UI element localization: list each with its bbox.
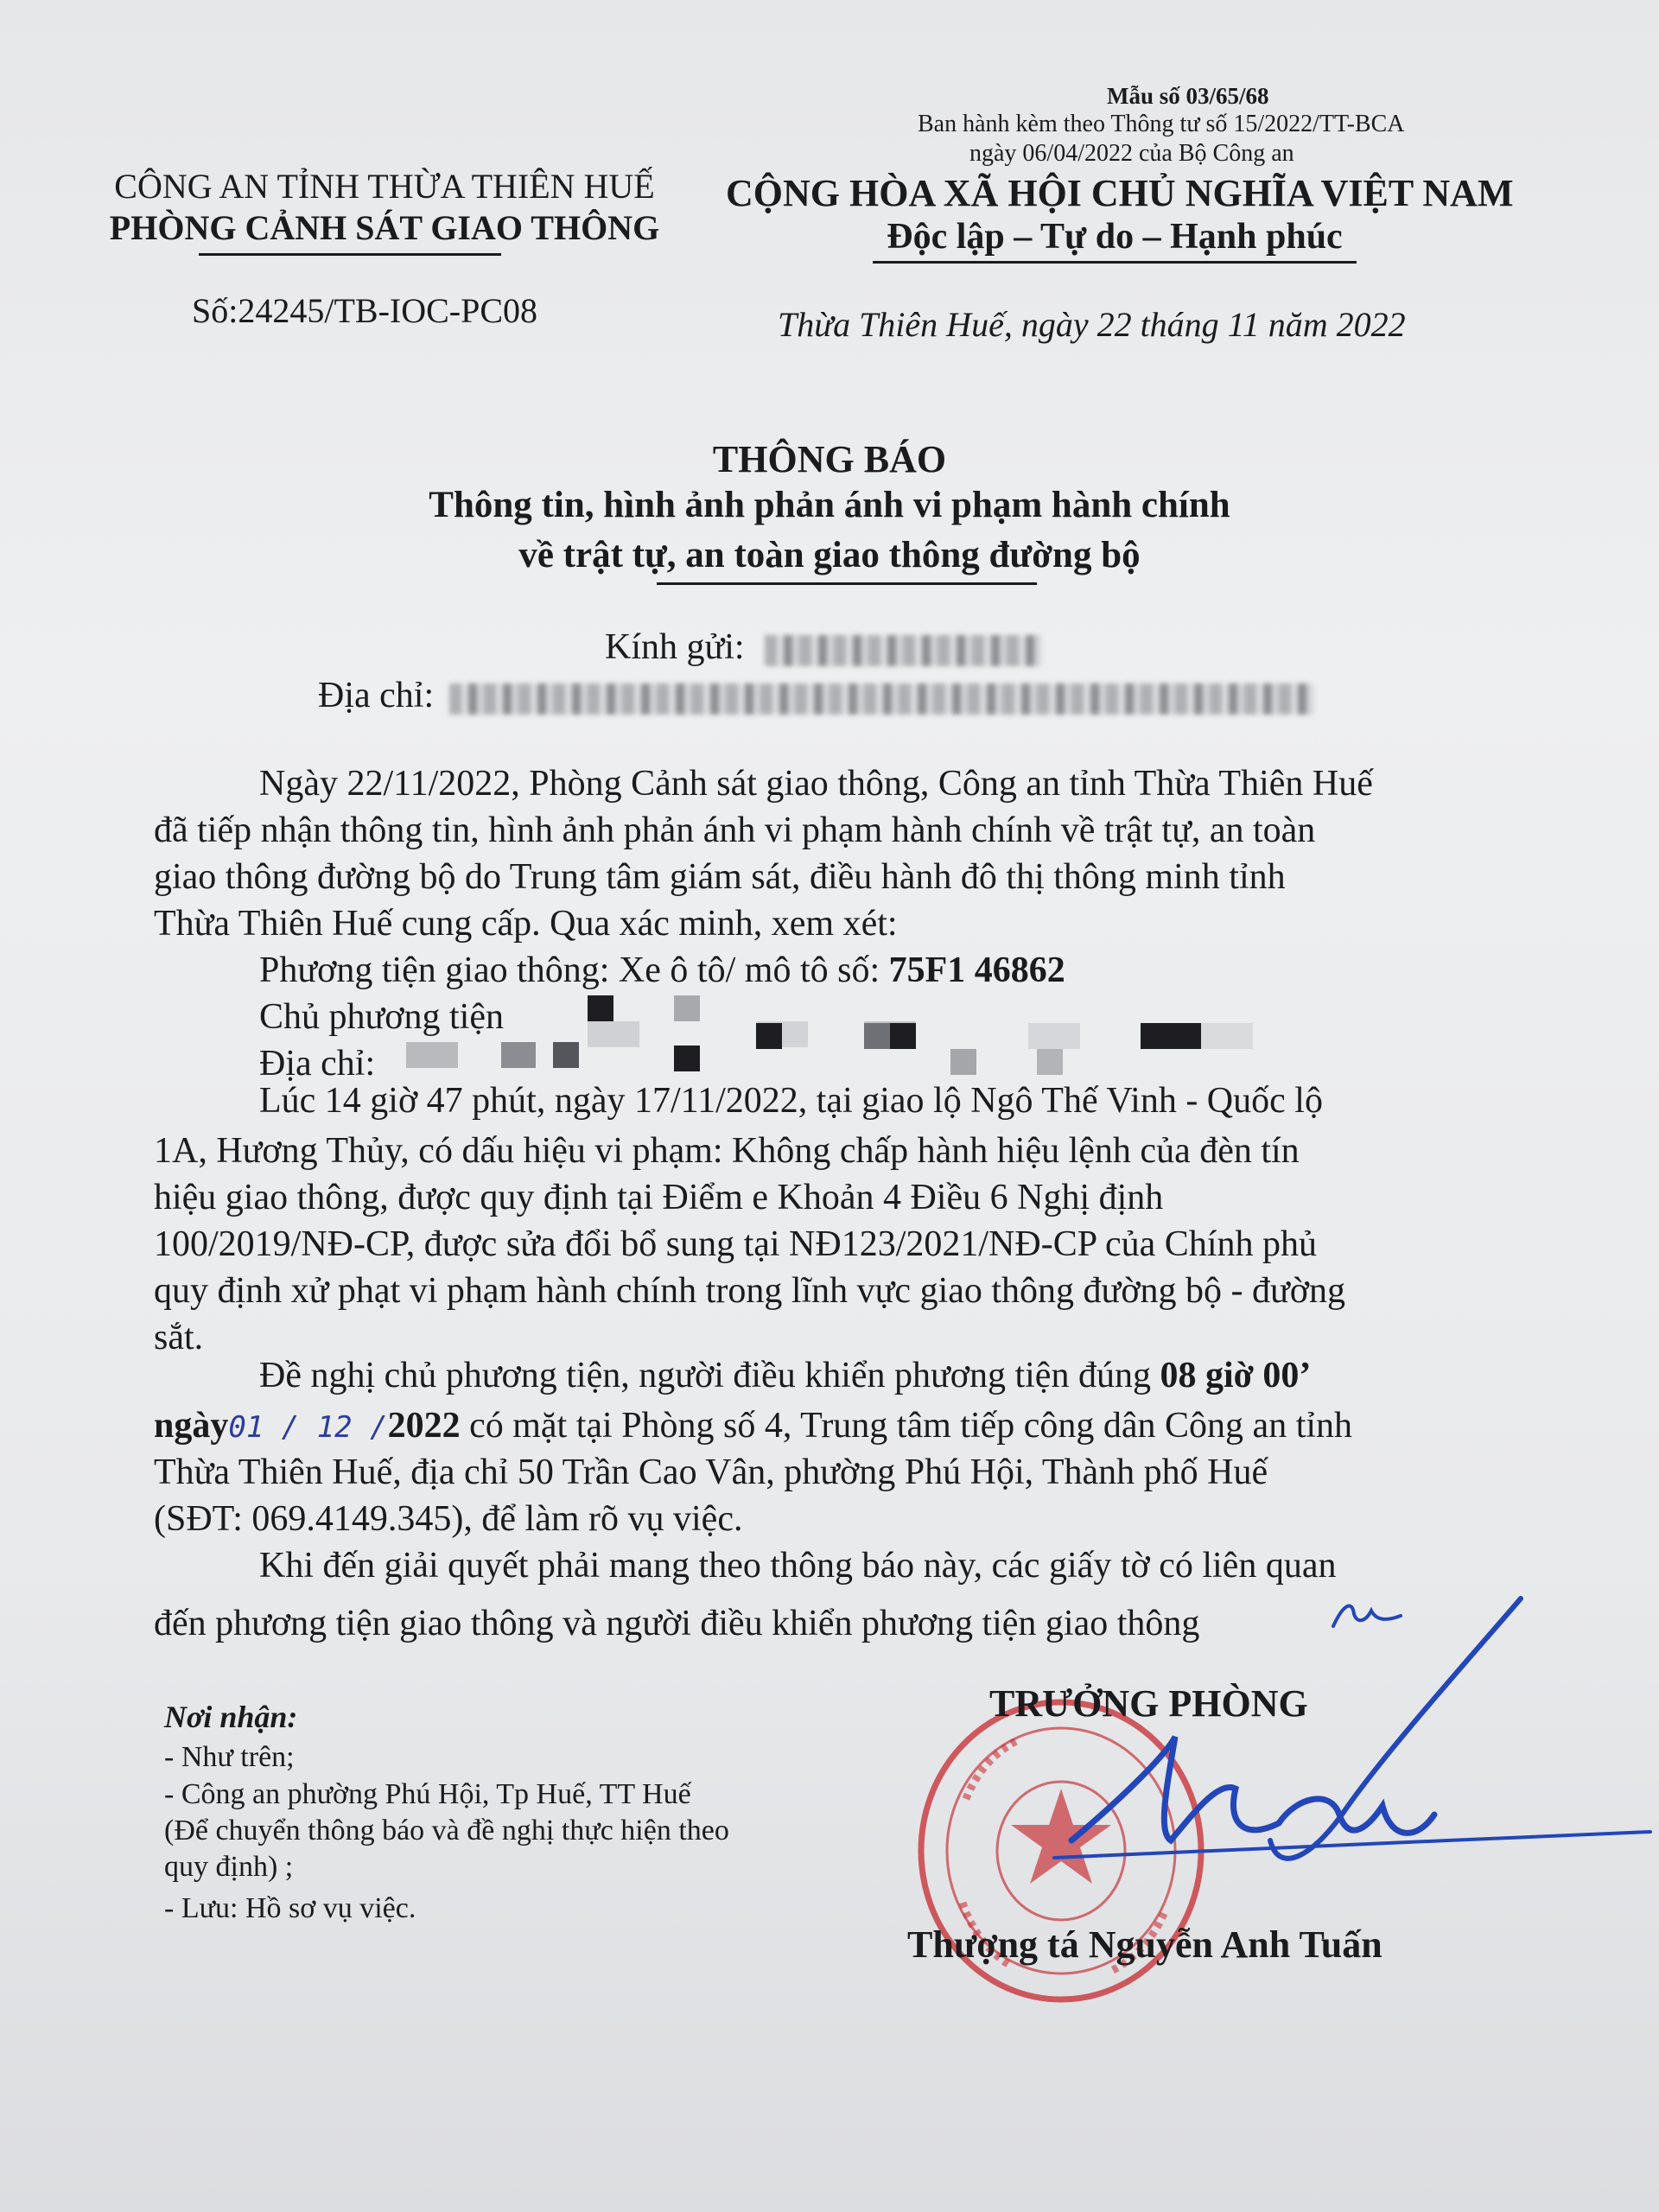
signer-name: Thượng tá Nguyễn Anh Tuấn	[907, 1923, 1382, 1966]
recipients-title: Nơi nhận:	[164, 1700, 298, 1734]
body-p1-line1: Ngày 22/11/2022, Phòng Cảnh sát giao thông, Công an tỉnh Thừa Thiên Huế	[259, 764, 1373, 804]
form-issued-line1: Ban hành kèm theo Thông tư số 15/2022/TT-BCA	[918, 111, 1405, 137]
body-p3-line2	[154, 1402, 1479, 1451]
appointment-time: 08 giờ 00’	[1160, 1356, 1312, 1395]
reference-number: Số:24245/TB-IOC-PC08	[192, 291, 538, 330]
department-name: PHÒNG CẢNH SÁT GIAO THÔNG	[109, 208, 660, 247]
body-p4-line1: Khi đến giải quyết phải mang theo thông báo này, các giấy tờ có liên quan	[259, 1546, 1337, 1586]
body-p1-line3: giao thông đường bộ do Trung tâm giám sát, điều hành đô thị thông minh tỉnh	[154, 857, 1286, 897]
body-p2-line4: 100/2019/NĐ-CP, được sửa đổi bổ sung tại NĐ123/2021/NĐ-CP của Chính phủ	[154, 1224, 1317, 1264]
document-subtitle-line2: về trật tự, an toàn giao thông đường bộ	[518, 535, 1141, 575]
document-subtitle-line1: Thông tin, hình ảnh phản ánh vi phạm hành chính	[429, 485, 1230, 525]
document-title: THÔNG BÁO	[712, 438, 947, 480]
recipient-item: - Lưu: Hồ sơ vụ việc.	[164, 1892, 416, 1924]
motto-underline	[873, 261, 1357, 264]
recipient-item: - Công an phường Phú Hội, Tp Huế, TT Huế	[164, 1778, 691, 1810]
body-p1-line4: Thừa Thiên Huế cung cấp. Qua xác minh, xem xét:	[154, 904, 898, 944]
national-motto: Độc lập – Tự do – Hạnh phúc	[887, 217, 1343, 257]
handwritten-signature-icon	[1020, 1581, 1659, 1944]
recipient-label: Kính gửi:	[605, 627, 745, 667]
body-p2-line2: 1A, Hương Thủy, có dấu hiệu vi phạm: Không chấp hành hiệu lệnh của đèn tín	[154, 1131, 1300, 1171]
owner-label: Chủ phương tiện	[259, 997, 504, 1037]
appointment-day-label: ngày	[154, 1406, 229, 1446]
body-p4-line2: đến phương tiện giao thông và người điều khiển phương tiện giao thông	[154, 1604, 1200, 1643]
p3-line2-text: có mặt tại Phòng số 4, Trung tâm tiếp công dân Công an tỉnh	[469, 1406, 1353, 1446]
handwritten-date: 01 / 12 /	[228, 1410, 388, 1445]
owner-address-label: Địa chỉ:	[259, 1044, 376, 1084]
form-number: Mẫu số 03/65/68	[1107, 83, 1269, 109]
department-underline	[199, 253, 501, 256]
recipient-item: quy định) ;	[164, 1851, 294, 1883]
recipient-item: (Để chuyển thông báo và đề nghị thực hiện theo	[164, 1815, 729, 1847]
body-p2-line5: quy định xử phạt vi phạm hành chính trong lĩnh vực giao thông đường bộ - đường	[154, 1271, 1345, 1311]
recipient-item: - Như trên;	[164, 1741, 295, 1773]
title-underline	[657, 582, 1037, 585]
p3-text: Đề nghị chủ phương tiện, người điều khiển phương tiện đúng	[259, 1356, 1151, 1395]
body-p2-line3: hiệu giao thông, được quy định tại Điểm e Khoản 4 Điều 6 Nghị định	[154, 1178, 1164, 1217]
body-p1-line2: đã tiếp nhận thông tin, hình ảnh phản ánh vi phạm hành chính về trật tự, an toàn	[154, 810, 1316, 850]
body-p3-line4: (SĐT: 069.4149.345), để làm rõ vụ việc.	[154, 1499, 743, 1539]
vehicle-line	[259, 947, 1585, 994]
recipient-address-label: Địa chỉ:	[318, 676, 435, 715]
vehicle-label: Phương tiện giao thông: Xe ô tô/ mô tô số:	[259, 950, 880, 990]
redacted-recipient-address	[449, 683, 1313, 715]
initials-mark-icon	[1326, 1595, 1404, 1633]
appointment-year: 2022	[387, 1406, 461, 1446]
head-title: TRƯỞNG PHÒNG	[989, 1682, 1308, 1725]
body-p2-line6: sắt.	[154, 1318, 204, 1357]
nation-title: CỘNG HÒA XÃ HỘI CHỦ NGHĨA VIỆT NAM	[726, 172, 1514, 214]
body-p3-line1	[259, 1352, 1479, 1399]
form-issued-line2: ngày 06/04/2022 của Bộ Công an	[969, 140, 1294, 167]
body-p3-line3: Thừa Thiên Huế, địa chỉ 50 Trần Cao Vân, phường Phú Hội, Thành phố Huế	[154, 1452, 1268, 1492]
redacted-recipient-name	[765, 635, 1041, 666]
license-plate: 75F1 46862	[888, 950, 1065, 990]
place-date: Thừa Thiên Huế, ngày 22 tháng 11 năm 2022	[778, 305, 1406, 344]
body-p2-line1: Lúc 14 giờ 47 phút, ngày 17/11/2022, tại giao lộ Ngô Thế Vinh - Quốc lộ	[259, 1081, 1323, 1121]
agency-name: CÔNG AN TỈNH THỪA THIÊN HUẾ	[114, 167, 655, 206]
